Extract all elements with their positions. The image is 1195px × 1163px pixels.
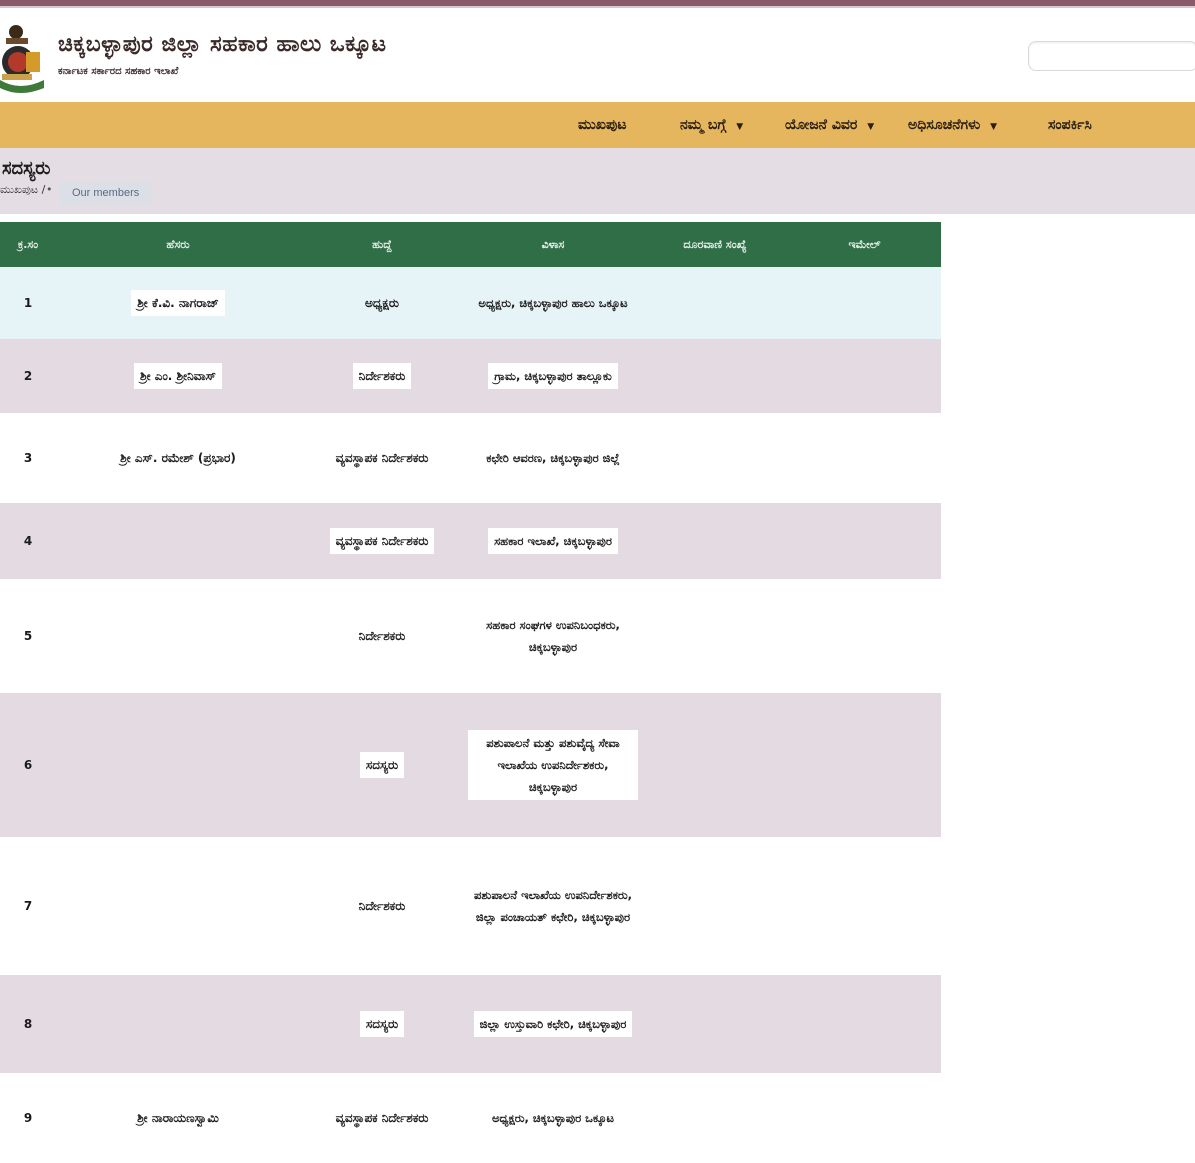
cell-address-text: ಜಿಲ್ಲಾ ಉಸ್ತುವಾರಿ ಕಛೇರಿ, ಚಿಕ್ಕಬಳ್ಳಾಪುರ bbox=[474, 1011, 633, 1037]
cell-designation bbox=[300, 975, 464, 1073]
cell-designation-text: ಸದಸ್ಯರು bbox=[360, 752, 404, 778]
table-row bbox=[0, 693, 941, 837]
cell-designation: ಅಧ್ಯಕ್ಷರು bbox=[300, 267, 464, 339]
cell-email[interactable] bbox=[788, 837, 941, 975]
cell-email[interactable] bbox=[788, 975, 941, 1073]
cell-designation bbox=[300, 693, 464, 837]
cell-address-text: ಗ್ರಾಮ, ಚಿಕ್ಕಬಳ್ಳಾಪುರ ತಾಲ್ಲೂಕು bbox=[488, 363, 618, 389]
cell-designation-text: ಸದಸ್ಯರು bbox=[360, 1011, 404, 1037]
cell-name bbox=[56, 693, 300, 837]
cell-designation bbox=[300, 339, 464, 413]
cell-designation: ವ್ಯವಸ್ಥಾಪಕ ನಿರ್ದೇಶಕರು bbox=[300, 1073, 464, 1163]
table-row bbox=[0, 837, 941, 975]
caret-down-icon: ▼ bbox=[867, 122, 875, 132]
caret-down-icon: ▼ bbox=[736, 122, 744, 132]
cell-serial: 6 bbox=[0, 693, 56, 837]
cell-serial: 9 bbox=[0, 1073, 56, 1163]
cell-name: ಶ್ರೀ ನಾರಾಯಣಸ್ವಾಮಿ bbox=[56, 1073, 300, 1163]
cell-address bbox=[464, 975, 642, 1073]
breadcrumb-separator: • bbox=[46, 183, 53, 196]
nav-item-notifications[interactable] bbox=[908, 102, 997, 148]
members-table bbox=[0, 222, 941, 1163]
search-input[interactable] bbox=[1028, 41, 1195, 71]
cell-phone bbox=[642, 1073, 788, 1163]
cell-name bbox=[56, 339, 300, 413]
column-header-email: ಇಮೇಲ್ bbox=[788, 222, 941, 267]
cell-name bbox=[56, 267, 300, 339]
table-row bbox=[0, 579, 941, 693]
nav-item-contact[interactable] bbox=[1048, 102, 1092, 148]
cell-designation bbox=[300, 503, 464, 579]
cell-serial: 3 bbox=[0, 413, 56, 503]
cell-address: ಪಶುಪಾಲನೆ ಇಲಾಖೆಯ ಉಪನಿರ್ದೇಶಕರು, ಜಿಲ್ಲಾ ಪಂಚಾಯತ್ ಕಛೇರಿ, ಚಿಕ್ಕಬಳ್ಳಾಪುರ bbox=[464, 837, 642, 975]
cell-email[interactable] bbox=[788, 413, 941, 503]
cell-designation: ನಿರ್ದೇಶಕರು bbox=[300, 837, 464, 975]
caret-down-icon: ▼ bbox=[990, 122, 998, 132]
cell-address: ಕಛೇರಿ ಆವರಣ, ಚಿಕ್ಕಬಳ್ಳಾಪುರ ಜಿಲ್ಲೆ bbox=[464, 413, 642, 503]
nav-label: ಅಧಿಸೂಚನೆಗಳು bbox=[908, 117, 981, 133]
cell-designation-text: ವ್ಯವಸ್ಥಾಪಕ ನಿರ್ದೇಶಕರು bbox=[330, 528, 435, 554]
table-row bbox=[0, 413, 941, 503]
cell-serial: 2 bbox=[0, 339, 56, 413]
column-header-address: ವಿಳಾಸ bbox=[464, 222, 642, 267]
nav-item-schemes[interactable] bbox=[785, 102, 874, 148]
cell-name-text: ಶ್ರೀ ಎಂ. ಶ್ರೀನಿವಾಸ್ bbox=[134, 363, 222, 389]
cell-phone bbox=[642, 975, 788, 1073]
cell-phone bbox=[642, 503, 788, 579]
cell-serial: 5 bbox=[0, 579, 56, 693]
cell-phone bbox=[642, 579, 788, 693]
cell-address bbox=[464, 693, 642, 837]
cell-email[interactable] bbox=[788, 503, 941, 579]
column-header-name: ಹೆಸರು bbox=[56, 222, 300, 267]
cell-name bbox=[56, 503, 300, 579]
cell-address bbox=[464, 339, 642, 413]
nav-label: ನಮ್ಮ ಬಗ್ಗೆ bbox=[680, 117, 727, 133]
table-header-row bbox=[0, 222, 941, 267]
page-title: ಸದಸ್ಯರು bbox=[2, 158, 51, 179]
column-header-phone: ದೂರವಾಣಿ ಸಂಖ್ಯೆ bbox=[642, 222, 788, 267]
cell-address: ಸಹಕಾರ ಸಂಘಗಳ ಉಪನಿಬಂಧಕರು, ಚಿಕ್ಕಬಳ್ಳಾಪುರ bbox=[464, 579, 642, 693]
nav-label: ಸಂಪರ್ಕಿಸಿ bbox=[1048, 117, 1092, 133]
site-title: ಚಿಕ್ಕಬಳ್ಳಾಪುರ ಜಿಲ್ಲಾ ಸಹಕಾರ ಹಾಲು ಒಕ್ಕೂಟ bbox=[58, 32, 387, 57]
column-header-designation: ಹುದ್ದೆ bbox=[300, 222, 464, 267]
cell-address bbox=[464, 503, 642, 579]
cell-email[interactable] bbox=[788, 267, 941, 339]
cell-serial: 8 bbox=[0, 975, 56, 1073]
table-row bbox=[0, 339, 941, 413]
cell-name bbox=[56, 579, 300, 693]
column-header-serial: ಕ್ರ.ಸಂ bbox=[0, 222, 56, 267]
table-row bbox=[0, 1073, 941, 1163]
cell-phone bbox=[642, 413, 788, 503]
main-navigation bbox=[0, 102, 1195, 148]
table-row bbox=[0, 267, 941, 339]
cell-phone bbox=[642, 837, 788, 975]
cell-name-text: ಶ್ರೀ ಕೆ.ವಿ. ನಾಗರಾಜ್ bbox=[131, 290, 225, 316]
breadcrumb-current: Our members bbox=[60, 181, 151, 205]
nav-item-home[interactable] bbox=[578, 102, 627, 148]
nav-label: ಯೋಜನೆ ವಿವರ bbox=[785, 117, 858, 133]
cell-name bbox=[56, 837, 300, 975]
cell-serial: 1 bbox=[0, 267, 56, 339]
cell-name: ಶ್ರೀ ಎಸ್. ರಮೇಶ್ (ಪ್ರಭಾರ) bbox=[56, 413, 300, 503]
page-subheader bbox=[0, 148, 1195, 214]
cell-address-text: ಪಶುಪಾಲನೆ ಮತ್ತು ಪಶುವೈದ್ಯ ಸೇವಾ ಇಲಾಖೆಯ ಉಪನಿರ್ದೇಶಕರು, ಚಿಕ್ಕಬಳ್ಳಾಪುರ bbox=[468, 730, 638, 800]
cell-phone bbox=[642, 267, 788, 339]
cell-serial: 7 bbox=[0, 837, 56, 975]
cell-email[interactable] bbox=[788, 339, 941, 413]
site-header bbox=[0, 8, 1195, 102]
cell-phone bbox=[642, 693, 788, 837]
site-subtitle: ಕರ್ನಾಟಕ ಸರ್ಕಾರದ ಸಹಕಾರ ಇಲಾಖೆ bbox=[58, 66, 179, 77]
breadcrumb-home-link[interactable]: ಮುಖಪುಟ / bbox=[0, 183, 46, 196]
cell-address-text: ಸಹಕಾರ ಇಲಾಖೆ, ಚಿಕ್ಕಬಳ್ಳಾಪುರ bbox=[488, 528, 618, 554]
cell-email[interactable] bbox=[788, 693, 941, 837]
state-emblem-logo[interactable] bbox=[0, 22, 48, 98]
cell-designation: ವ್ಯವಸ್ಥಾಪಕ ನಿರ್ದೇಶಕರು bbox=[300, 413, 464, 503]
cell-phone bbox=[642, 339, 788, 413]
nav-label: ಮುಖಪುಟ bbox=[578, 117, 627, 133]
cell-email[interactable] bbox=[788, 1073, 941, 1163]
table-row bbox=[0, 975, 941, 1073]
cell-address: ಅಧ್ಯಕ್ಷರು, ಚಿಕ್ಕಬಳ್ಳಾಪುರ ಒಕ್ಕೂಟ bbox=[464, 1073, 642, 1163]
cell-designation: ನಿರ್ದೇಶಕರು bbox=[300, 579, 464, 693]
cell-email[interactable] bbox=[788, 579, 941, 693]
table-row bbox=[0, 503, 941, 579]
cell-name bbox=[56, 975, 300, 1073]
nav-item-about[interactable] bbox=[680, 102, 743, 148]
cell-designation-text: ನಿರ್ದೇಶಕರು bbox=[353, 363, 412, 389]
cell-address: ಅಧ್ಯಕ್ಷರು, ಚಿಕ್ಕಬಳ್ಳಾಪುರ ಹಾಲು ಒಕ್ಕೂಟ bbox=[464, 267, 642, 339]
cell-serial: 4 bbox=[0, 503, 56, 579]
